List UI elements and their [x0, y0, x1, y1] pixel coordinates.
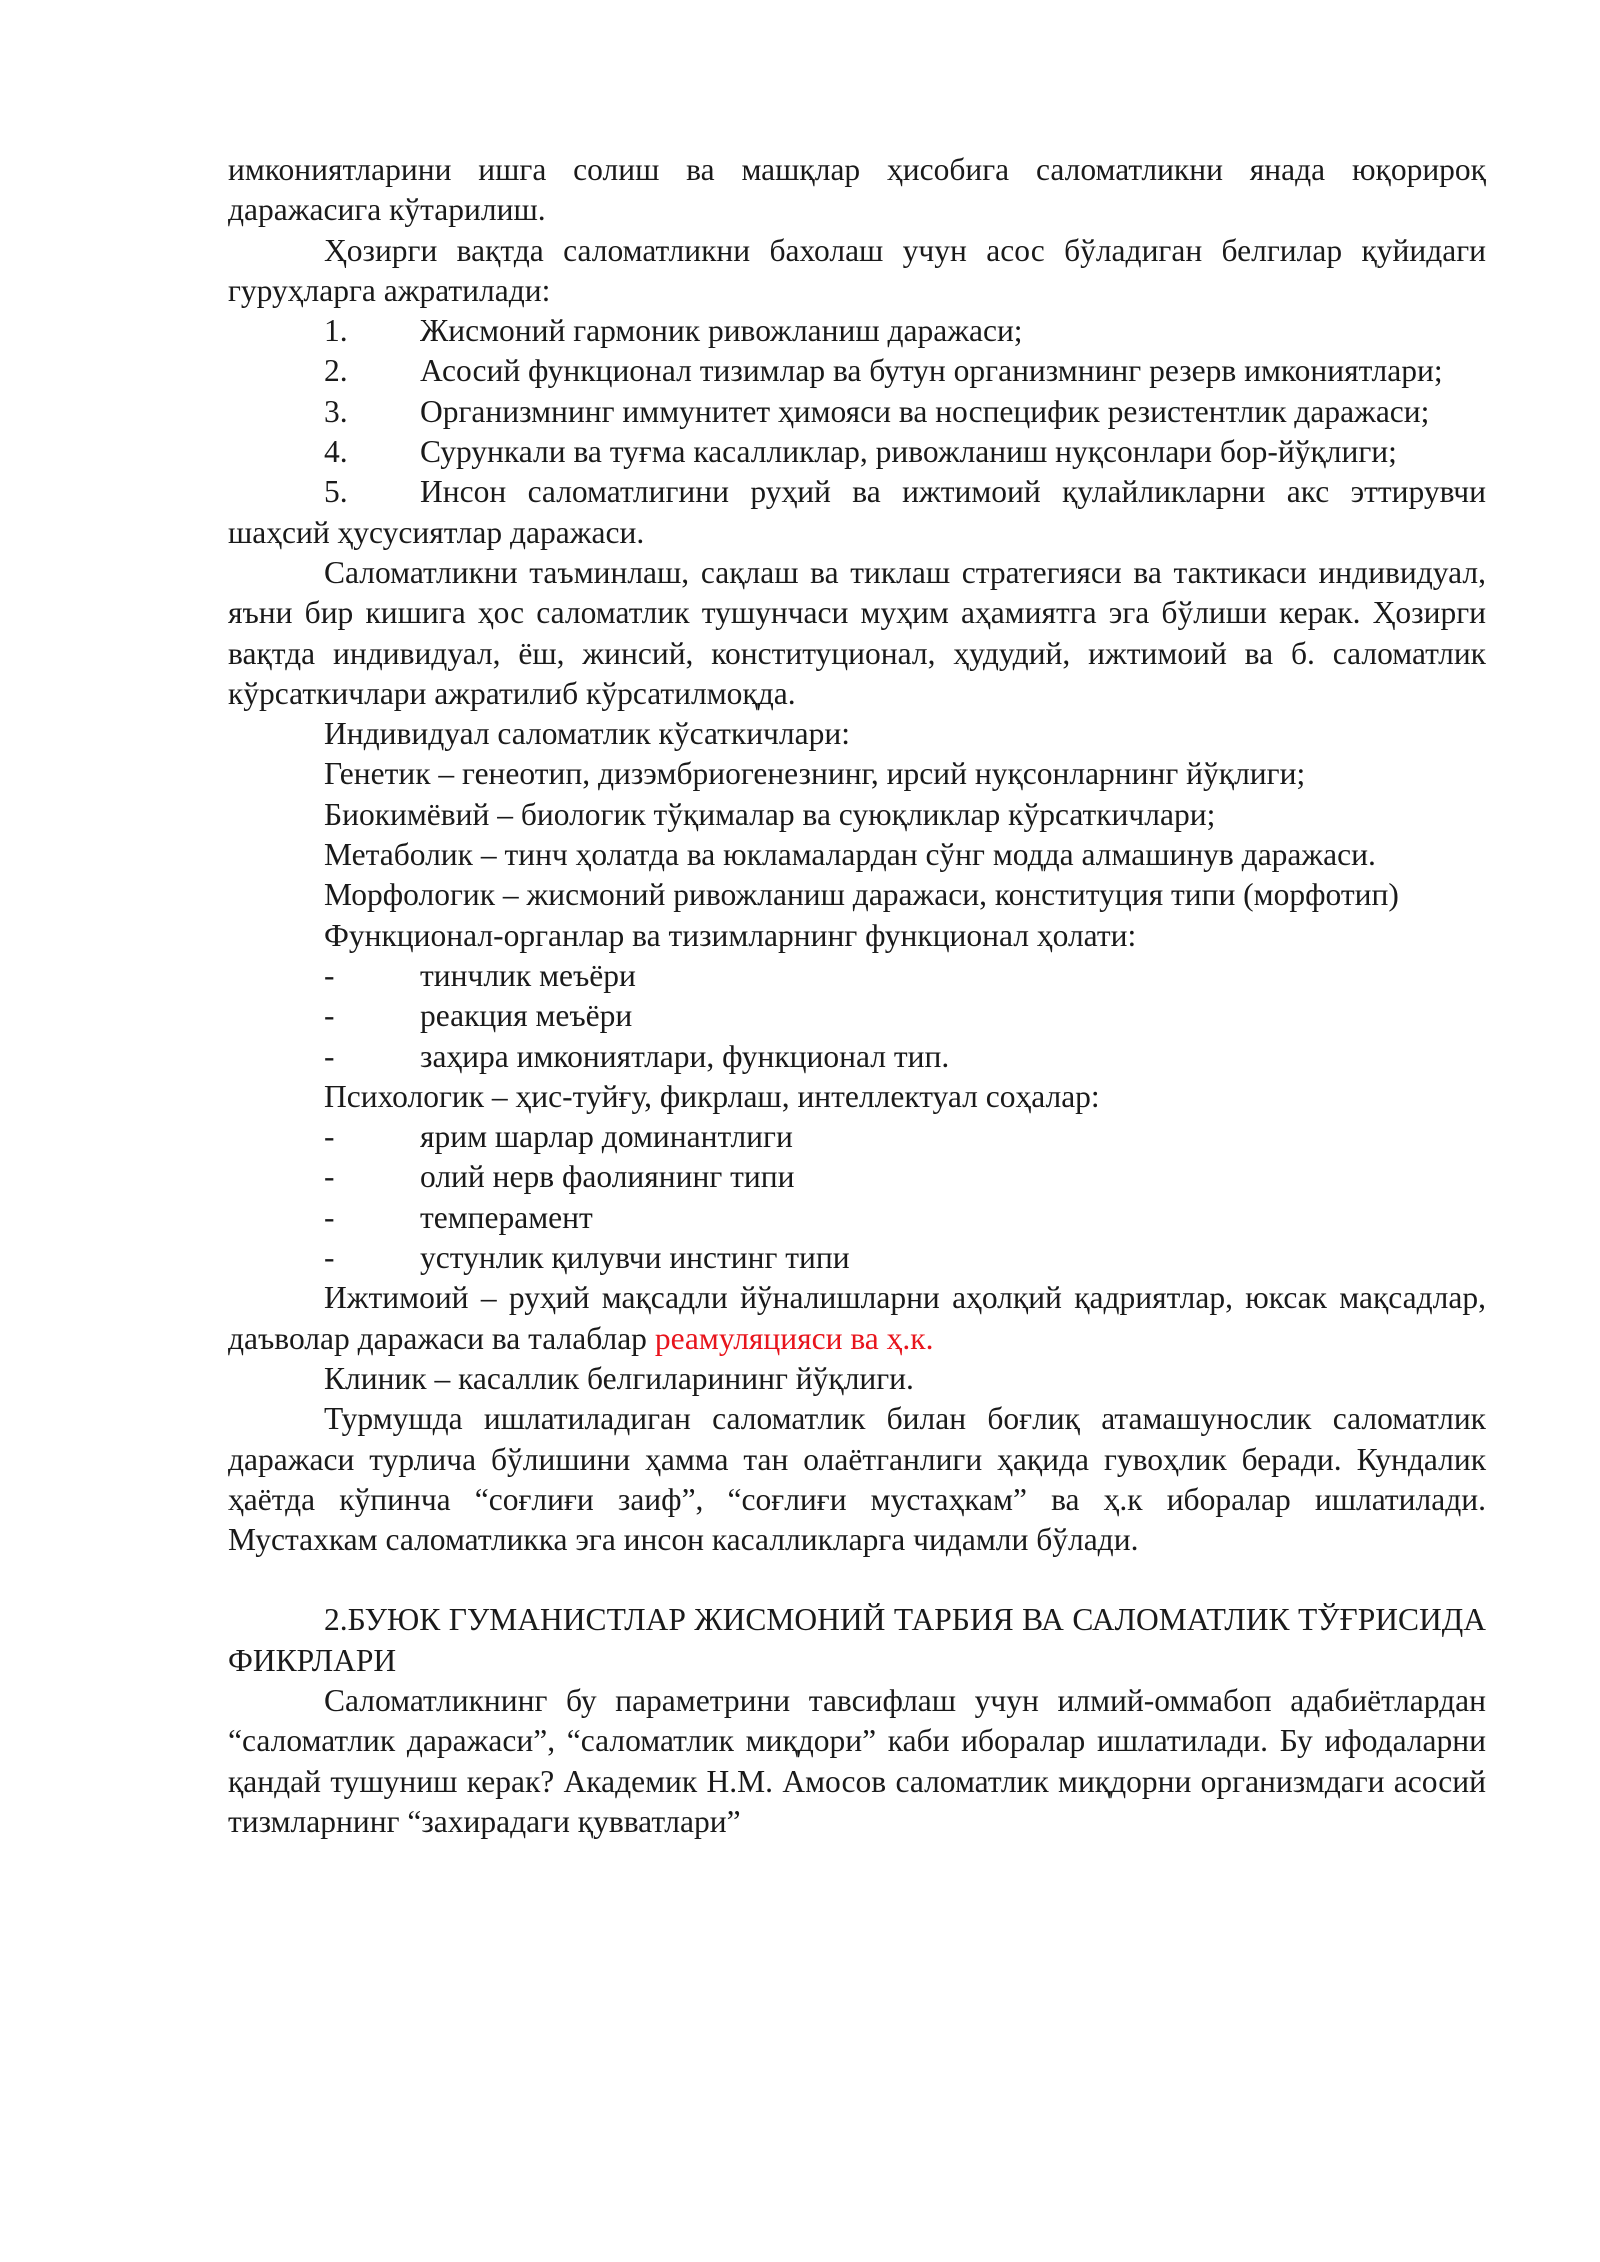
paragraph-morphological: Морфологик – жисмоний ривожланиш даражаси, конституция типи (морфотип) — [324, 877, 1399, 913]
paragraph-individual-indicators: Индивидуал саломатлик кўсаткичлари: — [324, 716, 850, 752]
paragraph-intro-continuation: имкониятларини ишга солиш ва машқлар ҳисобига саломатликни янада юқорироқ даражасига кўтарилиш. — [228, 152, 1486, 228]
list-number: 1. — [324, 313, 348, 349]
list-item — [228, 1117, 1486, 1157]
paragraph-psychological: Психологик – ҳис-туйғу, фикрлаш, интеллектуал соҳалар: — [324, 1078, 1100, 1114]
list-item-text: тинчлик меъёри — [420, 957, 636, 993]
highlighted-text: реамуляцияси ва ҳ.к. — [654, 1320, 934, 1356]
paragraph-strategy: Саломатликни таъминлаш, сақлаш ва тиклаш стратегияси ва тактикаси индивидуал, яъни бир кишига ҳос саломатлик тушунчаси муҳим аҳамиятга эга бўлиши керак. Ҳозирги вақтда индивидуал, ёш, жинсий, конституционал, ҳудудий, ижтимоий ва б. саломатлик кўрсаткичлари ажратилиб кўрсатилмоқда. — [228, 554, 1486, 711]
list-item — [228, 1238, 1486, 1278]
list-item — [228, 432, 1486, 472]
paragraph-health-groups: Ҳозирги вақтда саломатликни бахолаш учун асос бўладиган белгилар қуйидаги гуруҳларга ажратилади: — [228, 232, 1486, 308]
list-dash: - — [324, 1038, 335, 1074]
list-item-text: Инсон саломатлигини руҳий ва ижтимоий қулайликларни акс эттирувчи шаҳсий ҳусусиятлар даражаси. — [228, 474, 1486, 550]
list-item-text: Жисмоний гармоник ривожланиш даражаси; — [420, 313, 1023, 349]
document-page — [228, 150, 1486, 1842]
list-item — [228, 351, 1486, 391]
list-item — [228, 1157, 1486, 1197]
social-text: Ижтимоий – руҳий мақсадли йўналишларни аҳолқий қадриятлар, юксак мақсадлар, даъволар даражаси ва талаблар — [228, 1280, 1486, 1356]
paragraph-biochemical: Биокимёвий – биологик тўқималар ва суюқликлар кўрсаткичлари; — [324, 796, 1216, 832]
paragraph-terminology: Турмушда ишлатиладиган саломатлик билан боғлиқ атамашунослик саломатлик даражаси турлича бўлишини ҳамма тан олаётганлиги ҳақида гувоҳлик беради. Кундалик ҳаётда кўпинча “соғлиғи заиф”, “соғлиғи мустаҳкам” ва ҳ.к иборалар ишлатилади. Мустахкам саломатликка эга инсон касалликларга чидамли бўлади. — [228, 1401, 1486, 1558]
list-item-text: Асосий функционал тизимлар ва бутун организмнинг резерв имкониятлари; — [420, 353, 1443, 389]
list-item-text: олий нерв фаолиянинг типи — [420, 1159, 795, 1195]
list-item — [228, 1037, 1486, 1077]
list-item — [228, 956, 1486, 996]
list-number: 2. — [324, 353, 348, 389]
list-dash: - — [324, 957, 335, 993]
list-number: 3. — [324, 393, 348, 429]
list-item-text: заҳира имкониятлари, функционал тип. — [420, 1038, 950, 1074]
paragraph-social — [228, 1278, 1486, 1359]
list-item — [228, 311, 1486, 351]
section-heading: 2.БУЮК ГУМАНИСТЛАР ЖИСМОНИЙ ТАРБИЯ ВА САЛОМАТЛИК ТЎҒРИСИДА ФИКРЛАРИ — [228, 1602, 1486, 1678]
list-number: 4. — [324, 434, 348, 470]
list-dash: - — [324, 1159, 335, 1195]
paragraph-functional: Функционал-органлар ва тизимларнинг функционал ҳолати: — [324, 917, 1137, 953]
paragraph-health-level: Саломатликнинг бу параметрини тавсифлаш учун илмий-оммабоп адабиётлардан “саломатлик даражаси”, “саломатлик миқдори” каби иборалар ишлатилади. Бу ифодаларни қандай тушуниш керак? Академик Н.М. Амосов саломатлик миқдорни организмдаги асосий тизмларнинг “захирадаги қувватлари” — [228, 1682, 1486, 1839]
functional-list — [228, 956, 1486, 1077]
list-item-text: Организмнинг иммунитет ҳимояси ва носпецифик резистентлик даражаси; — [420, 393, 1430, 429]
list-dash: - — [324, 1119, 335, 1155]
list-item — [228, 1198, 1486, 1238]
list-item-text: ярим шарлар доминантлиги — [420, 1119, 793, 1155]
psychological-list — [228, 1117, 1486, 1278]
list-number: 5. — [324, 474, 348, 510]
paragraph-clinical: Клиник – касаллик белгиларининг йўқлиги. — [324, 1360, 914, 1396]
list-item — [228, 472, 1486, 553]
list-item-text: реакция меъёри — [420, 998, 633, 1034]
list-item — [228, 996, 1486, 1036]
section-gap — [228, 1560, 1486, 1600]
list-dash: - — [324, 998, 335, 1034]
list-dash: - — [324, 1199, 335, 1235]
list-item — [228, 392, 1486, 432]
paragraph-genetic: Генетик – генеотип, дизэмбриогенезнинг, ирсий нуқсонларнинг йўқлиги; — [324, 756, 1306, 792]
list-item-text: Сурункали ва туғма касалликлар, ривожланиш нуқсонлари бор-йўқлиги; — [420, 434, 1397, 470]
list-item-text: устунлик қилувчи инстинг типи — [420, 1240, 850, 1276]
numbered-list — [228, 311, 1486, 553]
list-dash: - — [324, 1240, 335, 1276]
paragraph-metabolic: Метаболик – тинч ҳолатда ва юкламалардан сўнг модда алмашинув даражаси. — [324, 837, 1376, 873]
list-item-text: темперамент — [420, 1199, 593, 1235]
